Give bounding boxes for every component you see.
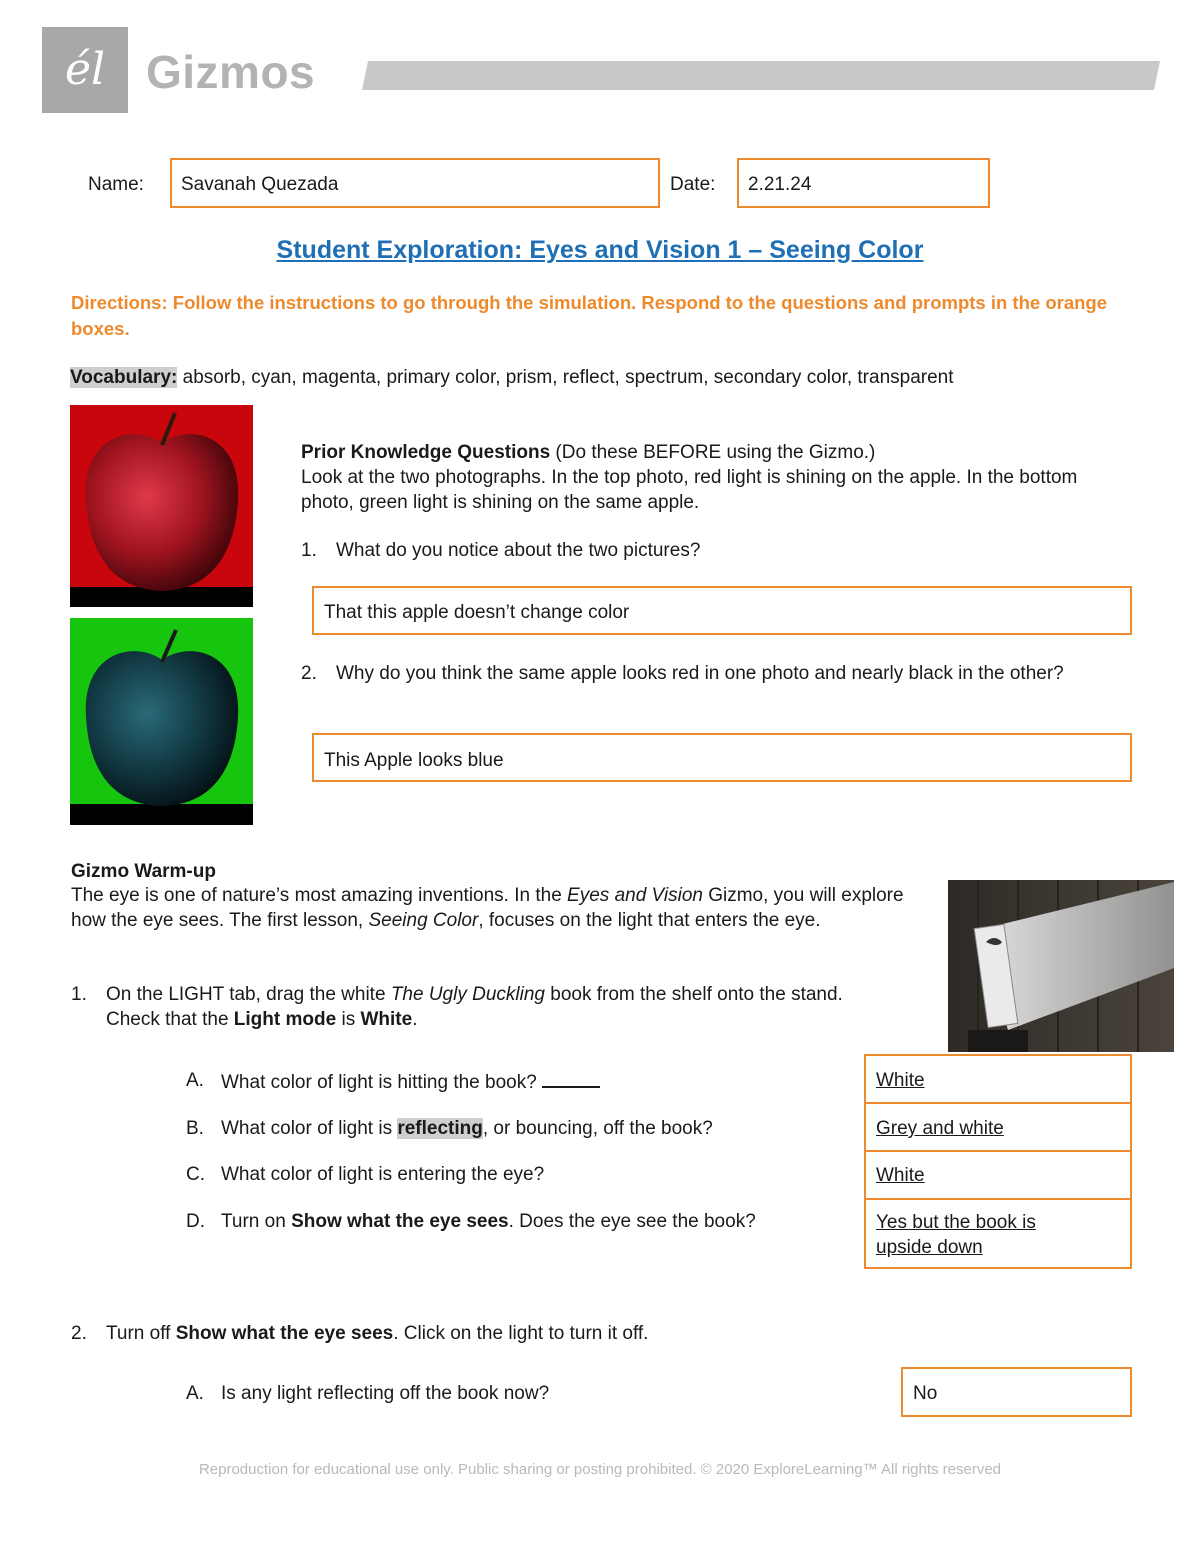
answer-box-2[interactable] bbox=[312, 733, 1132, 782]
apple-red-light-photo bbox=[70, 405, 253, 607]
answer-d-text: Yes but the book is upside down bbox=[876, 1212, 1036, 1258]
answer-box-d[interactable] bbox=[864, 1198, 1132, 1269]
page-title: Student Exploration: Eyes and Vision 1 – Seeing Color bbox=[276, 236, 924, 264]
question-d-letter: D. bbox=[186, 1211, 205, 1232]
question-c-text: What color of light is entering the eye? bbox=[221, 1164, 545, 1185]
answer-b-text: Grey and white bbox=[876, 1118, 1004, 1139]
question-c-letter: C. bbox=[186, 1164, 205, 1185]
question-a-letter: A. bbox=[186, 1070, 204, 1091]
answer-box-c[interactable] bbox=[864, 1150, 1132, 1200]
step-2-part: . Click on the light to turn it off. bbox=[393, 1323, 649, 1344]
vocabulary-label: Vocabulary: bbox=[70, 367, 178, 388]
answer-2a-text: No bbox=[913, 1383, 938, 1404]
logo-mark: él bbox=[64, 44, 106, 95]
apple-green-light-photo bbox=[70, 618, 253, 825]
answer-2-text: This Apple looks blue bbox=[324, 750, 504, 771]
prior-knowledge-note: (Do these BEFORE using the Gizmo.) bbox=[550, 442, 876, 463]
question-d-part: Turn on bbox=[221, 1211, 292, 1232]
question-2a-letter: A. bbox=[186, 1383, 204, 1404]
prior-knowledge-intro: Look at the two photographs. In the top photo, red light is shining on the apple. In the bottom photo, green light is shining on the same apple. bbox=[301, 467, 1078, 513]
warmup-intro-italic: Eyes and Vision bbox=[567, 885, 703, 906]
step-1-bold: White bbox=[360, 1009, 413, 1030]
question-a-label: What color of light is hitting the book? bbox=[221, 1072, 537, 1093]
step-1-text bbox=[106, 982, 866, 1032]
warmup-heading bbox=[71, 859, 216, 884]
question-2-text: Why do you think the same apple looks red in one photo and nearly black in the other? bbox=[336, 663, 1064, 684]
answer-box-b[interactable] bbox=[864, 1102, 1132, 1152]
step-2-number: 2. bbox=[71, 1323, 87, 1344]
prior-knowledge-title: Prior Knowledge Questions bbox=[301, 442, 551, 463]
answer-1-text: That this apple doesn’t change color bbox=[324, 602, 630, 623]
directions: Directions: Follow the instructions to go through the simulation. Respond to the questions and prompts in the orange boxes. bbox=[71, 292, 1107, 339]
vocabulary bbox=[70, 365, 1150, 390]
question-d-bold: Show what the eye sees bbox=[291, 1211, 509, 1232]
warmup-intro bbox=[71, 883, 926, 933]
footer-copyright: Reproduction for educational use only. Public sharing or posting prohibited. © 2020 ExploreLearning™ All rights reserved bbox=[198, 1461, 1002, 1478]
step-2-part: Turn off bbox=[106, 1323, 176, 1344]
question-b-part: , or bouncing, off the book? bbox=[482, 1118, 713, 1139]
question-a-text bbox=[221, 1068, 600, 1095]
header-bar bbox=[362, 61, 1160, 90]
question-a-blank bbox=[542, 1068, 600, 1088]
explorelearning-logo bbox=[42, 27, 128, 113]
step-1-number: 1. bbox=[71, 984, 87, 1005]
question-b-highlight: reflecting bbox=[397, 1118, 483, 1139]
answer-a-text: White bbox=[876, 1070, 925, 1091]
name-field[interactable] bbox=[170, 158, 660, 208]
step-2-text bbox=[106, 1321, 1006, 1346]
step-1-part: On the LIGHT tab, drag the white bbox=[106, 984, 391, 1005]
answer-box-a[interactable] bbox=[864, 1054, 1132, 1104]
step-1-part: is bbox=[336, 1009, 361, 1030]
question-b-letter: B. bbox=[186, 1118, 204, 1139]
step-1-bold: Light mode bbox=[233, 1009, 337, 1030]
answer-c-text: White bbox=[876, 1165, 925, 1186]
name-value: Savanah Quezada bbox=[181, 174, 339, 195]
question-b-part: What color of light is bbox=[221, 1118, 398, 1139]
question-b-text bbox=[221, 1116, 713, 1141]
question-d-text bbox=[221, 1209, 756, 1234]
question-1-text: What do you notice about the two pictures? bbox=[336, 540, 701, 561]
date-field[interactable] bbox=[737, 158, 990, 208]
date-value: 2.21.24 bbox=[748, 174, 812, 195]
question-1-number: 1. bbox=[301, 540, 317, 561]
name-label: Name: bbox=[88, 174, 144, 195]
warmup-intro-part: , focuses on the light that enters the eye. bbox=[478, 910, 821, 931]
brand-name: Gizmos bbox=[146, 46, 316, 98]
step-2-bold: Show what the eye sees bbox=[175, 1323, 394, 1344]
warmup-intro-part: The eye is one of nature’s most amazing inventions. In the bbox=[71, 885, 568, 906]
date-label: Date: bbox=[670, 174, 716, 195]
step-1-italic: The Ugly Duckling bbox=[390, 984, 545, 1005]
vocabulary-terms: absorb, cyan, magenta, primary color, prism, reflect, spectrum, secondary color, transparent bbox=[177, 367, 954, 388]
step-1-part: book from the shelf onto the stand. Check that the bbox=[106, 984, 843, 1030]
question-2-number: 2. bbox=[301, 663, 317, 684]
step-1-part: . bbox=[412, 1009, 418, 1030]
warmup-intro-part: Gizmo, you will explore how the eye sees. The first lesson, bbox=[71, 885, 904, 931]
question-2a-text: Is any light reflecting off the book now? bbox=[221, 1383, 550, 1404]
question-d-part: . Does the eye see the book? bbox=[508, 1211, 756, 1232]
answer-box-1[interactable] bbox=[312, 586, 1132, 635]
answer-box-2a[interactable] bbox=[901, 1367, 1132, 1417]
gizmo-screenshot bbox=[948, 880, 1174, 1052]
warmup-intro-italic: Seeing Color bbox=[368, 910, 479, 931]
prior-knowledge-heading bbox=[301, 440, 1131, 465]
warmup-heading-text: Gizmo Warm-up bbox=[71, 861, 216, 882]
prior-knowledge-section bbox=[301, 440, 1131, 515]
